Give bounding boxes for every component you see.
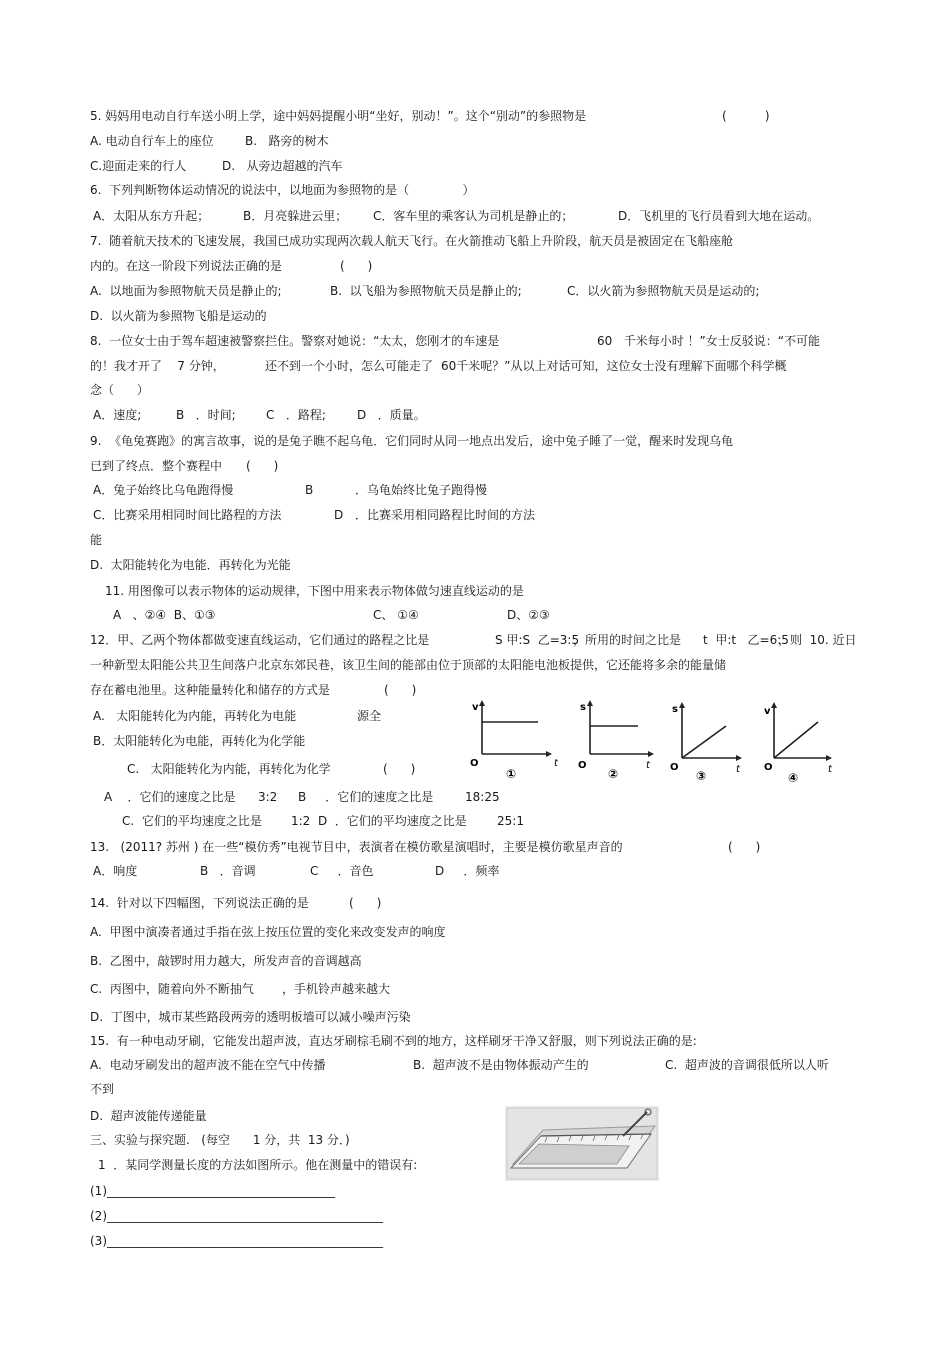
graph-3-xlabel: t <box>736 764 740 775</box>
answer-blank-3[interactable]: (3)______________________________________________ <box>90 1234 383 1248</box>
q8-option-d: D ．质量。 <box>357 408 426 422</box>
q9-stem-line1: 9. 《龟兔赛跑》的寓言故事，说的是兔子瞧不起乌龟．它们同时从同一地点出发后，途中兔子睡了一觉，醒来时发现乌龟 <box>90 434 734 448</box>
q5-option-b: B. 路旁的树木 <box>245 134 329 148</box>
q11-option-c: C、 ①④ <box>373 608 419 622</box>
graph-3 <box>670 702 742 783</box>
q8-stem-line2a: 的！我才开了 7 分钟， <box>90 359 225 373</box>
q10-option-c-paren: ( ) <box>383 762 416 776</box>
q14-option-a: A. 甲图中演凑者通过手指在弦上按压位置的变化来改变发声的响度 <box>90 925 446 939</box>
graph-2-number: ② <box>608 767 619 781</box>
answer-blank-2[interactable]: (2)______________________________________________ <box>90 1209 383 1223</box>
q12-option-a-value: 3:2 <box>258 790 278 804</box>
q12-option-b-value: 18:25 <box>465 790 500 804</box>
q13-option-c: C ．音色 <box>310 864 374 878</box>
q10-fragment-yuanquan: 源全 <box>357 709 382 723</box>
graph-4-origin: O <box>764 762 773 773</box>
q10-stem-line3: 存在蓄电池里。这种能量转化和储存的方式是 <box>90 683 331 697</box>
q6-option-d: D．飞机里的飞行员看到大地在运动。 <box>618 209 820 223</box>
graph-2 <box>578 700 654 781</box>
q10-option-d: D. 太阳能转化为电能．再转化为光能 <box>90 558 291 572</box>
q11-stem: 11. 用图像可以表示物体的运动规律，下图中用来表示物体做匀速直线运动的是 <box>105 584 524 598</box>
graph-2-ylabel: s <box>580 702 586 713</box>
q14-option-d: D. 丁图中，城市某些路段两旁的透明板墙可以减小噪声污染 <box>90 1010 411 1024</box>
q12-option-a: A ．它们的速度之比是 <box>104 790 236 804</box>
graph-1-xlabel: t <box>554 758 558 769</box>
graph-1-origin: O <box>470 758 479 769</box>
q8-stem-line1b: 60 千米每小时 ！”女士反驳说：“不可能 <box>597 334 820 348</box>
q7-option-c: C．以火箭为参照物航天员是运动的; <box>567 284 760 298</box>
q6-stem: 6. 下列判断物体运动情况的说法中，以地面为参照物的是（ ） <box>90 183 475 197</box>
q8-stem-line2c: 60千米呢？”从以上对话可知，这位女士没有理解下面哪个科学概 <box>441 359 787 373</box>
q10-fragment: 能 <box>90 533 103 547</box>
q14-option-c: C. 丙图中，随着向外不断抽气 <box>90 982 254 996</box>
q12-distance-ratio: S 甲:S 乙=3:5 <box>495 633 580 647</box>
q7-stem-line1: 7. 随着航天技术的飞速发展，我国已成功实现两次载人航天飞行。在火箭推动飞船上升阶段，航天员是被固定在飞船座舱 <box>90 234 734 248</box>
q9-option-a: A．兔子始终比乌龟跑得慢 <box>93 483 234 497</box>
q15-option-b: B. 超声波不是由物体振动产生的 <box>413 1058 589 1072</box>
q9-option-b-letter: B <box>305 483 314 497</box>
q13-answer-paren: ( ) <box>728 840 761 854</box>
graph-3-origin: O <box>670 762 679 773</box>
q8-option-a: A．速度; <box>93 408 142 422</box>
q13-option-b: B ．音调 <box>200 864 256 878</box>
q5-option-d: D. 从旁边超越的汽车 <box>222 159 343 173</box>
q13-option-d: D ．频率 <box>435 864 500 878</box>
q12-option-d-value: 25:1 <box>497 814 524 828</box>
q14-option-b: B. 乙图中，敲锣时用力越大，所发声音的音调越高 <box>90 954 362 968</box>
q9-option-d-letter: D <box>334 508 344 522</box>
q12-stem-part3: ，则 10. 近日 <box>778 633 857 647</box>
q10-stem-line2: 一种新型太阳能公共卫生间落户北京东郊民巷，该卫生间的能部由位于顶部的太阳能电池板提供，它还能将多余的能量储 <box>90 658 727 672</box>
q11-option-d: D、②③ <box>507 608 550 622</box>
q10-option-c: C. 太阳能转化为内能，再转化为化学 <box>127 762 331 776</box>
q5-option-c: C.迎面走来的行人 <box>90 159 187 173</box>
q7-option-b: B. 以飞船为参照物航天员是静止的; <box>330 284 522 298</box>
graph-1 <box>470 700 559 781</box>
q10-answer-paren: ( ) <box>384 683 417 697</box>
q15-option-a: A. 电动牙刷发出的超声波不能在空气中传播 <box>90 1058 326 1072</box>
q5-option-a: A. 电动自行车上的座位 <box>90 134 214 148</box>
q13-option-a: A．响度 <box>93 864 138 878</box>
q7-answer-paren: ( ) <box>340 259 373 273</box>
q7-stem-line2: 内的。在这一阶段下列说法正确的是 <box>90 259 283 273</box>
graph-3-number: ③ <box>696 769 707 783</box>
q14-stem: 14. 针对以下四幅图，下列说法正确的是 <box>90 896 309 910</box>
graph-2-origin: O <box>578 760 587 771</box>
q9-answer-paren: ( ) <box>246 459 279 473</box>
q15-option-c-cont: 不到 <box>90 1082 115 1096</box>
q14-answer-paren: ( ) <box>349 896 382 910</box>
q12-stem-part1: 12．甲、乙两个物体都做变速直线运动，它们通过的路程之比是 <box>90 633 430 647</box>
q13-stem: 13. (2011? 苏州 ) 在一些“模仿秀”电视节目中，表演者在模仿歌星演唱时，主要是模仿歌星声音的 <box>90 840 623 854</box>
q8-stem-line3: 念（ ） <box>90 383 149 397</box>
q9-option-c: C．比赛采用相同时间比路程的方法 <box>93 508 282 522</box>
ruler-measurement-image <box>505 1106 659 1181</box>
section-3-q1-stem: 1 ．某同学测量长度的方法如图所示。他在测量中的错误有: <box>98 1158 418 1172</box>
q8-stem-line2b: 还不到一个小时，怎么可能走了 <box>265 359 434 373</box>
q5-answer-paren: ( ) <box>722 109 770 123</box>
graph-3-ylabel: s <box>672 704 678 715</box>
q14-option-c-cont: ，手机铃声越来越大 <box>282 982 391 996</box>
q15-option-c: C. 超声波的音调很低所以人听 <box>665 1058 829 1072</box>
motion-graphs-figure <box>468 696 848 788</box>
q6-option-a: A．太阳从东方升起； <box>93 209 210 223</box>
q6-option-c: C．客车里的乘客认为司机是静止的； <box>373 209 574 223</box>
q8-option-c: C ．路程; <box>266 408 326 422</box>
answer-blank-1[interactable]: (1)______________________________________ <box>90 1184 335 1198</box>
graph-1-ylabel: v <box>472 702 479 713</box>
q9-option-d-text: ．比赛采用相同路程比时间的方法 <box>355 508 536 522</box>
q12-time-ratio: t 甲:t 乙=6:5 <box>703 633 789 647</box>
graph-2-xlabel: t <box>646 760 650 771</box>
q7-option-a: A. 以地面为参照物航天员是静止的; <box>90 284 282 298</box>
graph-4 <box>764 702 833 785</box>
q12-option-c: C. 它们的平均速度之比是 <box>122 814 262 828</box>
q12-stem-part2: ，所用的时间之比是 <box>573 633 682 647</box>
q9-stem-line2: 已到了终点．整个赛程中 <box>90 459 223 473</box>
graph-1-number: ① <box>506 767 517 781</box>
q10-option-b: B．太阳能转化为电能，再转化为化学能 <box>93 734 306 748</box>
q8-option-b: B ．时间; <box>176 408 236 422</box>
graph-4-number: ④ <box>788 771 799 785</box>
q8-stem-line1a: 8. 一位女士由于驾车超速被警察拦住。警察对她说：“太太，您刚才的车速是 <box>90 334 500 348</box>
graph-4-xlabel: t <box>828 764 832 775</box>
graph-4-ylabel: v <box>764 706 771 717</box>
q10-option-a: A. 太阳能转化为内能，再转化为电能 <box>93 709 297 723</box>
q9-option-b-text: ．乌龟始终比兔子跑得慢 <box>355 483 488 497</box>
q6-option-b: B．月亮躲进云里； <box>243 209 348 223</box>
q15-stem: 15. 有一种电动牙刷，它能发出超声波，直达牙刷棕毛刷不到的地方，这样刷牙干净又舒服，则下列说法正确的是: <box>90 1034 697 1048</box>
q12-option-b: B ．它们的速度之比是 <box>298 790 434 804</box>
q5-stem: 5. 妈妈用电动自行车送小明上学，途中妈妈提醒小明“坐好，别动！”。这个“别动”的参照物是 <box>90 109 587 123</box>
q15-option-d: D. 超声波能传递能量 <box>90 1109 207 1123</box>
section-3-title: 三、实验与探究题. (每空 1 分，共 13 分．) <box>90 1133 350 1147</box>
q11-option-ab: A 、②④ B、①③ <box>113 608 216 622</box>
q12-option-c-d: 1:2 D ．它们的平均速度之比是 <box>291 814 467 828</box>
q7-option-d: D. 以火箭为参照物飞船是运动的 <box>90 309 267 323</box>
